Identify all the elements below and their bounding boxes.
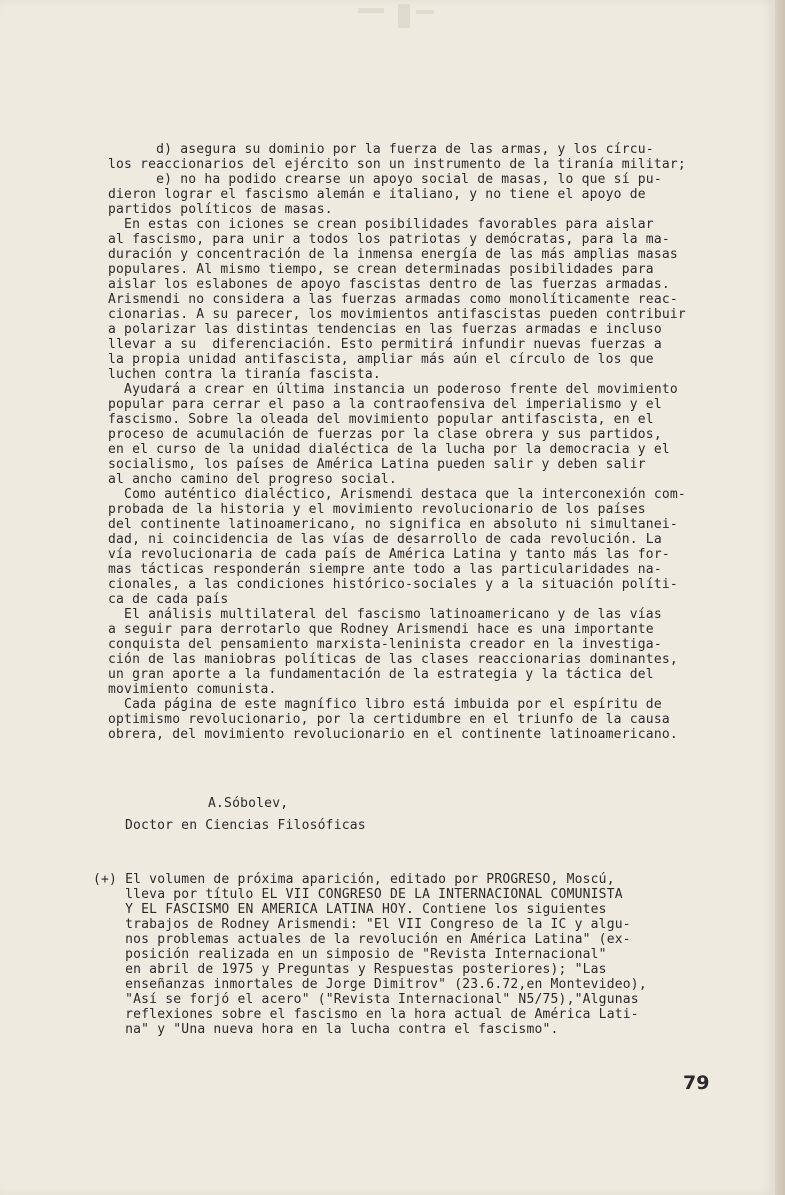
text-line: cionales, a las condiciones histórico-sociales y a la situación políti- <box>108 577 678 592</box>
footnote-line: lleva por título EL VII CONGRESO DE LA INTERNACIONAL COMUNISTA <box>93 887 623 902</box>
text-line: fascismo. Sobre la oleada del movimiento popular antifascista, en el <box>108 412 654 427</box>
text-line: probada de la historia y el movimiento revolucionario de los países <box>108 502 646 517</box>
text-line: Como auténtico dialéctico, Arismendi destaca que la interconexión com- <box>108 487 686 502</box>
text-line: en el curso de la unidad dialéctica de la lucha por la democracia y el <box>108 442 670 457</box>
text-line: a polarizar las distintas tendencias en las fuerzas armadas e incluso <box>108 322 662 337</box>
text-line: popular para cerrar el paso a la contraofensiva del imperialismo y el <box>108 397 662 412</box>
text-line: optimismo revolucionario, por la certidumbre en el triunfo de la causa <box>108 712 670 727</box>
footnote-line: (+) El volumen de próxima aparición, editado por PROGRESO, Moscú, <box>93 872 615 887</box>
text-line: ción de las maniobras políticas de las clases reaccionarias dominantes, <box>108 652 678 667</box>
text-line: luchen contra la tiranía fascista. <box>108 367 381 382</box>
text-line: d) asegura su dominio por la fuerza de las armas, y los círcu- <box>108 142 654 157</box>
author-name: A.Sóbolev, <box>208 796 289 811</box>
text-line: dieron lograr el fascismo alemán e italiano, y no tiene el apoyo de <box>108 187 646 202</box>
text-line: Cada página de este magnífico libro está imbuida por el espíritu de <box>108 697 662 712</box>
footnote-line: trabajos de Rodney Arismendi: "El VII Congreso de la IC y algu- <box>93 917 631 932</box>
author-title: Doctor en Ciencias Filosóficas <box>125 818 366 833</box>
footnote-line: "Así se forjó el acero" ("Revista Internacional" N5/75),"Algunas <box>93 992 639 1007</box>
text-line: aislar los eslabones de apoyo fascistas dentro de las fuerzas armadas. <box>108 277 670 292</box>
text-line: Ayudará a crear en última instancia un poderoso frente del movimiento <box>108 382 678 397</box>
text-line: ca de cada país <box>108 592 229 607</box>
text-line: los reaccionarios del ejército son un instrumento de la tiranía militar; <box>108 157 686 172</box>
text-line: un gran aporte a la fundamentación de la estrategia y la táctica del <box>108 667 654 682</box>
footnote-line: Y EL FASCISMO EN AMERICA LATINA HOY. Contiene los siguientes <box>93 902 607 917</box>
text-line: duración y concentración de la inmensa energía de las más amplias masas <box>108 247 678 262</box>
footnote-line: reflexiones sobre el fascismo en la hora actual de América Lati- <box>93 1007 639 1022</box>
footnote-line: enseñanzas inmortales de Jorge Dimitrov" (23.6.72,en Montevideo), <box>93 977 647 992</box>
text-line: proceso de acumulación de fuerzas por la clase obrera y sus partidos, <box>108 427 662 442</box>
text-line: Arismendi no considera a las fuerzas armadas como monolíticamente reac- <box>108 292 678 307</box>
text-line: El análisis multilateral del fascismo latinoamericano y de las vías <box>108 607 662 622</box>
text-line: a seguir para derrotarlo que Rodney Arismendi hace es una importante <box>108 622 654 637</box>
text-line: En estas con iciones se crean posibilidades favorables para aislar <box>108 217 654 232</box>
text-line: e) no ha podido crearse un apoyo social de masas, lo que sí pu- <box>108 172 662 187</box>
text-line: al ancho camino del progreso social. <box>108 472 397 487</box>
footnote-line: na" y "Una nueva hora en la lucha contra el fascismo". <box>93 1022 559 1037</box>
text-line: al fascismo, para unir a todos los patriotas y demócratas, para la ma- <box>108 232 670 247</box>
text-line: vía revolucionaria de cada país de América Latina y tanto más las for- <box>108 547 670 562</box>
text-line: movimiento comunista. <box>108 682 277 697</box>
text-line: conquista del pensamiento marxista-leninista creador en la investiga- <box>108 637 662 652</box>
footnote-line: posición realizada en un simposio de "Revista Internacional" <box>93 947 607 962</box>
text-line: cionarias. A su parecer, los movimientos antifascistas pueden contribuir <box>108 307 686 322</box>
footnote-line: en abril de 1975 y Preguntas y Respuestas posteriores); "Las <box>93 962 607 977</box>
page-number: 79 <box>683 1072 710 1094</box>
text-line: partidos políticos de masas. <box>108 202 333 217</box>
text-line: socialismo, los países de América Latina pueden salir y deben salir <box>108 457 646 472</box>
footnote-line: nos problemas actuales de la revolución en América Latina" (ex- <box>93 932 631 947</box>
text-line: mas tácticas responderán siempre ante todo a las particularidades na- <box>108 562 662 577</box>
text-line: llevar a su diferenciación. Esto permitirá infundir nuevas fuerzas a <box>108 337 662 352</box>
text-line: obrera, del movimiento revolucionario en el continente latinoamericano. <box>108 727 678 742</box>
show-through-marks <box>340 0 440 40</box>
text-line: dad, ni coincidencia de las vías de desarrollo de cada revolución. La <box>108 532 662 547</box>
text-line: del continente latinoamericano, no significa en absoluto ni simultanei- <box>108 517 678 532</box>
text-line: populares. Al mismo tiempo, se crean determinadas posibilidades para <box>108 262 654 277</box>
text-line: la propia unidad antifascista, ampliar más aún el círculo de los que <box>108 352 654 367</box>
page-edge-shadow <box>775 0 785 1195</box>
